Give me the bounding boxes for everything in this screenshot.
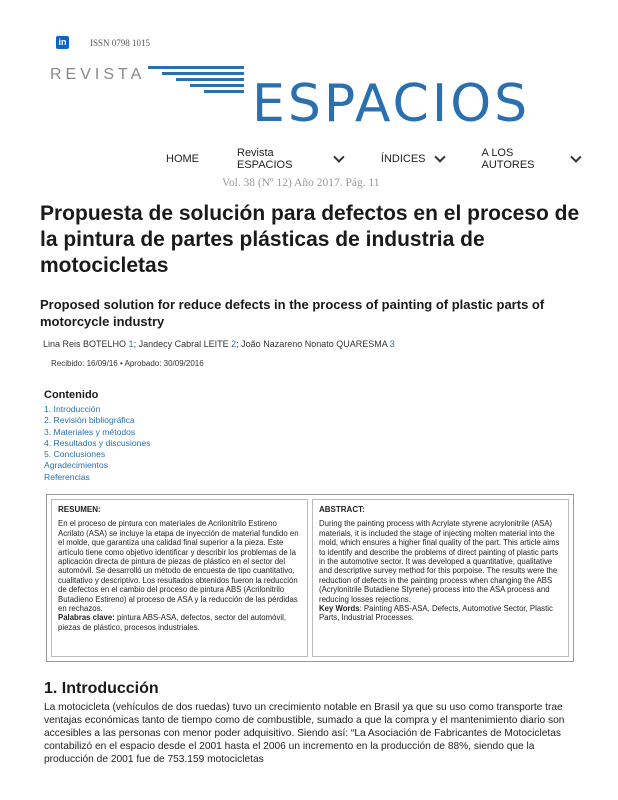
toc-link[interactable]: Agradecimientos bbox=[44, 460, 109, 471]
issn-label: ISSN 0798 1015 bbox=[90, 38, 151, 48]
abstract-keywords bbox=[319, 604, 562, 623]
logo-stripes bbox=[148, 66, 244, 96]
nav-item-label: A LOS AUTORES bbox=[481, 147, 535, 171]
linkedin-icon[interactable]: in bbox=[56, 36, 69, 49]
nav-item-home[interactable] bbox=[166, 147, 199, 171]
nav-item-a-los-autores[interactable] bbox=[482, 147, 580, 171]
nav-item-label: ÍNDICES bbox=[380, 153, 426, 165]
keywords-label: Key Words bbox=[319, 604, 360, 614]
main-nav bbox=[166, 147, 618, 171]
chevron-down-icon bbox=[571, 151, 582, 162]
author-name: Jandecy Cabral LEITE bbox=[138, 339, 229, 349]
toc-list bbox=[44, 404, 151, 483]
section-heading: 1. Introducción bbox=[44, 680, 159, 697]
author-ref-link[interactable]: 1 bbox=[128, 339, 134, 349]
toc-link[interactable]: Referencias bbox=[44, 471, 90, 482]
toc-heading: Contenido bbox=[44, 389, 99, 401]
resumen-keywords bbox=[58, 613, 301, 632]
volume-line: Vol. 38 (Nº 12) Año 2017. Pág. 11 bbox=[222, 177, 380, 189]
dates-line: Recibido: 16/09/16 • Aprobado: 30/09/2016 bbox=[51, 359, 204, 368]
toc-link[interactable]: 2. Revisión bibliográfica bbox=[44, 415, 135, 426]
article-subtitle: Proposed solution for reduce defects in the process of painting of plastic parts of motorcycle industry bbox=[40, 297, 545, 329]
keywords-label: Palabras clave: bbox=[58, 613, 115, 623]
abstracts-box bbox=[46, 494, 574, 662]
abstract-panel bbox=[312, 499, 569, 657]
authors-line: Lina Reis BOTELHO 1; Jandecy Cabral LEITE 2; João Nazareno Nonato QUARESMA 3 bbox=[43, 339, 395, 349]
nav-item-indices[interactable] bbox=[381, 147, 444, 171]
resumen-text: En el proceso de pintura con materiales de Acrilonitrilo Estireno Acrilato (ASA) se incluye la etapa de inyección de material fundido en el molde, que garantiza una calidad final superior a la pieza. Este artículo tiene como objetivo identificar y describir los problemas de la aplicación directa de pintura de piezas de plástico en el sector del automóvil. Se desarrolló un método de encuesta de tipo cuantitativo, cualitativo y descriptivo. Los resultados obtenidos fueron la reducción de defectos en el cambio del proceso de pintura ABS (Acrilonitrilo Butadieno Estireno) al proceso de ASA y la reducción de las pérdidas en rechazos. bbox=[58, 519, 299, 614]
article-title: Propuesta de solución para defectos en el proceso de la pintura de partes plásticas de industria de motocicletas bbox=[40, 202, 580, 277]
keywords-text: pintura ABS-ASA, defectos, sector del automóvil, piezas de plástico, procesos industriales. bbox=[58, 613, 286, 632]
chevron-down-icon bbox=[334, 151, 345, 162]
toc-link[interactable]: 4. Resultados y discusiones bbox=[44, 437, 151, 448]
abstract-text: During the painting process with Acrylate styrene acrylonitrile (ASA) materials, it is included the stage of injecting molten material into the mold, which ensures a higher final quality of the part. This article aims to identify and describe the problems of direct painting of plastic parts in the automotive sector. It was developed a quantitative, qualitative and descriptive survey method for this porpoise. The results were the reduction of defects in the painting process when changing the ABS (Acrylonitrile Butadiene Styrene) process into the ASA process and reducing losses rejections. bbox=[319, 519, 560, 604]
toc-link[interactable]: 5. Conclusiones bbox=[44, 449, 106, 460]
chevron-down-icon bbox=[434, 151, 445, 162]
keywords-text: : Painting ABS-ASA, Defects, Automotive Sector, Plastic Parts, Industrial Processes. bbox=[319, 604, 553, 623]
section-body-text: La motocicleta (vehículos de dos ruedas) tuvo un crecimiento notable en Brasil ya que su uso como transporte trae ventajas económicas tanto de tiempo como de combustible, sumado a que la compra y el mantenimiento diario son accesibles a las personas con menor poder adquisitivo. Siendo así: “La Asociación de Fabricantes de Motocicletas contabilizó en el espacio desde el 2001 hasta el 2006 un incremento en la producción de 88%, siendo que la producción de 2001 fue de 753.159 motocicletas bbox=[44, 702, 565, 765]
resumen-heading: RESUMEN: bbox=[58, 505, 101, 514]
nav-item-revista-espacios[interactable] bbox=[237, 147, 343, 171]
author-ref-link[interactable]: 3 bbox=[389, 339, 395, 349]
toc-link[interactable]: 1. Introducción bbox=[44, 404, 101, 414]
author-ref-link[interactable]: 2 bbox=[231, 339, 237, 349]
author-name: Lina Reis BOTELHO bbox=[43, 339, 127, 349]
author-name: João Nazareno Nonato QUARESMA bbox=[241, 339, 388, 349]
resumen-panel bbox=[51, 499, 308, 657]
nav-item-label: HOME bbox=[166, 153, 199, 165]
logo-espacios-text[interactable]: ESPACIOS bbox=[252, 74, 531, 134]
nav-item-label: Revista ESPACIOS bbox=[237, 147, 293, 171]
logo-revista-text: REVISTA bbox=[50, 66, 146, 83]
toc-link[interactable]: 3. Materiales y métodos bbox=[44, 426, 136, 437]
abstract-heading: ABSTRACT: bbox=[319, 505, 365, 514]
